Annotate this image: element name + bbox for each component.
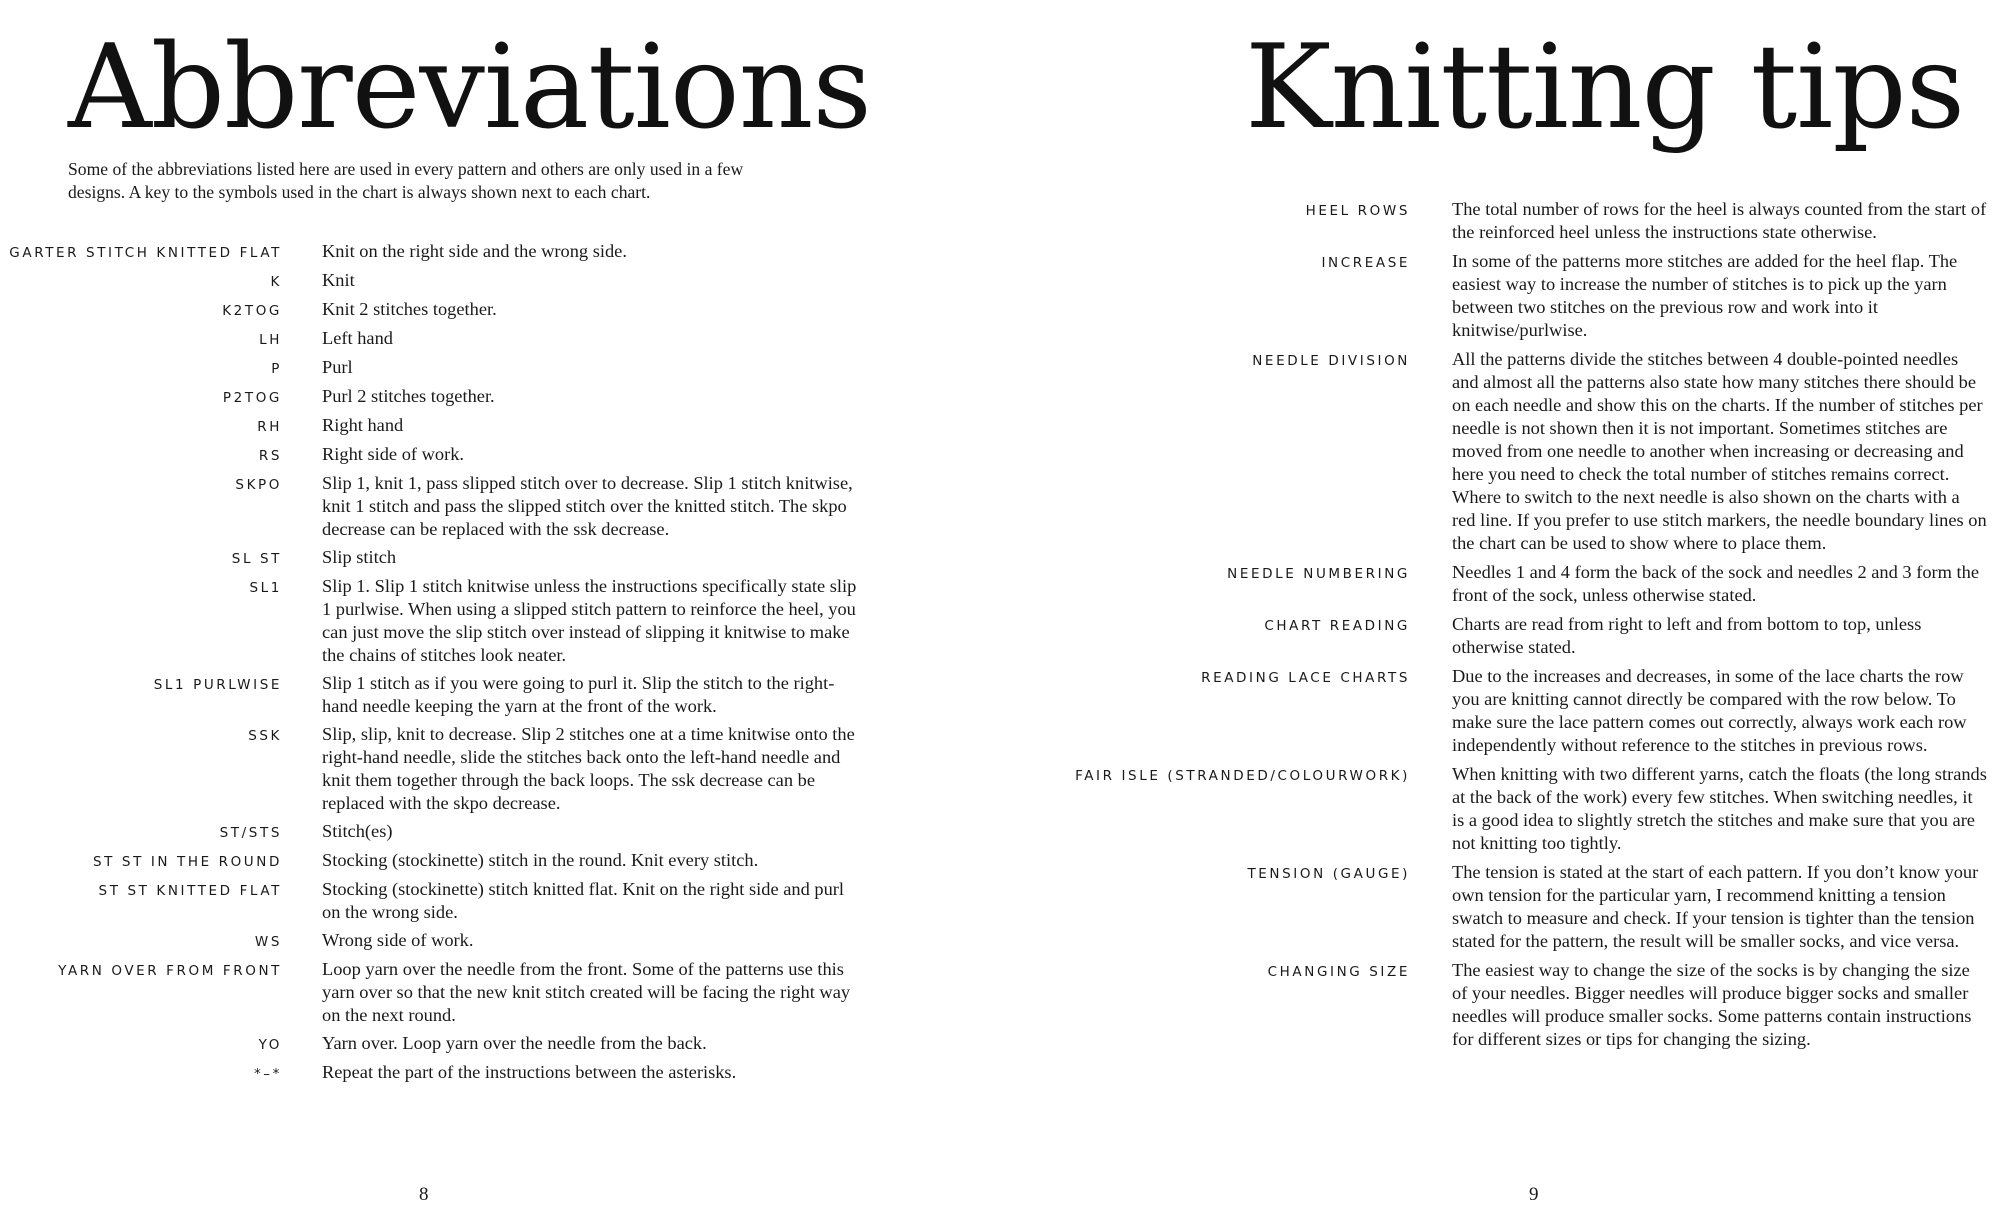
abbreviation-entry <box>0 356 880 380</box>
tip-term: CHANGING SIZE <box>1267 964 1410 980</box>
tip-term: CHART READING <box>1264 618 1410 634</box>
abbreviation-term: K2TOG <box>222 303 282 319</box>
abbreviation-definition: Yarn over. Loop yarn over the needle from the back. <box>322 1033 707 1053</box>
tip-definition: When knitting with two different yarns, catch the floats (the long strands at the back of the work) every few stitches. When switching needles, it is a good idea to slightly stretch the stitches and make sure that you are not knitting too tightly. <box>1452 764 1987 853</box>
tip-definition: The total number of rows for the heel is always counted from the start of the reinforced heel unless the instructions state otherwise. <box>1452 199 1987 242</box>
abbreviation-entry <box>0 849 880 873</box>
abbreviation-entry <box>0 240 880 264</box>
abbreviation-term: GARTER STITCH KNITTED FLAT <box>9 245 282 261</box>
abbreviation-definition: Left hand <box>322 328 393 348</box>
abbreviation-entry <box>0 298 880 322</box>
abbreviation-term: ST ST KNITTED FLAT <box>98 883 282 899</box>
abbreviation-entry <box>0 929 880 953</box>
tip-entry <box>1000 561 1990 607</box>
tip-entry <box>1000 198 1990 244</box>
page-number-left: 8 <box>419 1184 429 1205</box>
abbreviation-entry <box>0 878 880 924</box>
tip-definition: The tension is stated at the start of each pattern. If you don’t know your own tension for the particular yarn, I recommend knitting a tension swatch to measure and check. If your tension is tighter than the tension stated for the pattern, the result will be smaller socks, and vice versa. <box>1452 862 1979 951</box>
abbreviation-entry <box>0 820 880 844</box>
abbreviation-definition: Slip stitch <box>322 547 397 567</box>
abbreviation-entry <box>0 414 880 438</box>
abbreviation-definition: Slip 1. Slip 1 stitch knitwise unless the instructions specifically state slip 1 purlwise. When using a slipped stitch pattern to reinforce the heel, you can just move the slip stitch over instead of slipping it knitwise to make the chains of stitches look neater. <box>322 576 857 665</box>
abbreviation-entry <box>0 575 880 667</box>
abbreviation-term: SSK <box>248 728 282 744</box>
right-page <box>1000 0 2000 1205</box>
abbreviation-definition: Knit <box>322 270 355 290</box>
tip-entry <box>1000 763 1990 855</box>
abbreviation-term: ST/STS <box>219 825 282 841</box>
abbreviation-term: SKPO <box>235 477 282 493</box>
tip-definition: The easiest way to change the size of the socks is by changing the size of your needles. Bigger needles will produce bigger socks and smaller needles will produce smaller socks. Some patterns contain instructions for different sizes or tips for changing the sizing. <box>1452 960 1972 1049</box>
tip-entry <box>1000 250 1990 342</box>
abbreviation-entry <box>0 385 880 409</box>
abbreviation-definition: Repeat the part of the instructions between the asterisks. <box>322 1062 737 1082</box>
abbreviation-term: *–* <box>253 1066 282 1082</box>
abbreviation-definition: Right side of work. <box>322 444 465 464</box>
abbreviation-entry <box>0 443 880 467</box>
abbreviation-term: SL1 <box>249 580 282 596</box>
tip-term: HEEL ROWS <box>1305 203 1410 219</box>
tip-definition: All the patterns divide the stitches between 4 double-pointed needles and almost all the patterns also state how many stitches there should be on each needle and show this on the charts. If the number of stitches per needle is not shown then it is not important. Sometimes stitches are moved from one needle to another when increasing or decreasing and here you need to check the total number of stitches remains correct. Where to switch to the next needle is also shown on the charts with a red line. If you prefer to use stitch markers, the needle boundary lines on the chart can be used to show where to place them. <box>1452 349 1987 553</box>
abbreviation-term: P <box>271 361 282 377</box>
abbreviation-definition: Stocking (stockinette) stitch in the round. Knit every stitch. <box>322 850 759 870</box>
tip-entry <box>1000 665 1990 757</box>
abbreviation-entry <box>0 958 880 1027</box>
abbreviation-definition: Slip 1, knit 1, pass slipped stitch over to decrease. Slip 1 stitch knitwise, knit 1 stitch and pass the slipped stitch over the knitted stitch. The skpo decrease can be replaced with the ssk decrease. <box>322 473 853 539</box>
abbreviation-definition: Slip, slip, knit to decrease. Slip 2 stitches one at a time knitwise onto the right-hand needle, slide the stitches back onto the left-hand needle and knit them together through the back loops. The ssk decrease can be replaced with the skpo decrease. <box>322 724 855 813</box>
page-title-abbreviations: Abbreviations <box>68 20 871 155</box>
abbreviation-definition: Wrong side of work. <box>322 930 474 950</box>
tip-definition: Charts are read from right to left and from bottom to top, unless otherwise stated. <box>1452 614 1922 657</box>
tip-definition: Needles 1 and 4 form the back of the sock and needles 2 and 3 form the front of the sock, unless otherwise stated. <box>1452 562 1980 605</box>
abbreviation-term: K <box>270 274 282 290</box>
tip-definition: In some of the patterns more stitches are added for the heel flap. The easiest way to increase the number of stitches is to pick up the yarn between two stitches on the previous row and work into it knitwise/purlwise. <box>1452 251 1958 340</box>
abbreviation-definition: Stocking (stockinette) stitch knitted flat. Knit on the right side and purl on the wrong side. <box>322 879 844 922</box>
page-title-knitting-tips: Knitting tips <box>1245 20 1965 155</box>
abbreviation-entry <box>0 546 880 570</box>
abbreviation-definition: Slip 1 stitch as if you were going to purl it. Slip the stitch to the right-hand needle keeping the yarn at the front of the work. <box>322 673 835 716</box>
abbreviation-term: SL ST <box>231 551 282 567</box>
abbreviation-entry <box>0 269 880 293</box>
abbreviation-entry <box>0 1061 880 1085</box>
abbreviation-entry <box>0 1032 880 1056</box>
abbreviation-definition: Purl 2 stitches together. <box>322 386 495 406</box>
abbreviation-entry <box>0 327 880 351</box>
abbreviation-term: RH <box>257 419 282 435</box>
intro-paragraph: Some of the abbreviations listed here are used in every pattern and others are only used in a few designs. A key to the symbols used in the chart is always shown next to each chart. <box>68 159 744 202</box>
page-number-right: 9 <box>1529 1184 1539 1205</box>
abbreviation-definition: Knit 2 stitches together. <box>322 299 497 319</box>
tip-entry <box>1000 613 1990 659</box>
tip-entry <box>1000 861 1990 953</box>
abbreviation-term: YARN OVER FROM FRONT <box>58 963 282 979</box>
abbreviation-entry <box>0 472 880 541</box>
knitting-tips-list <box>1000 198 1990 1057</box>
abbreviation-entry <box>0 672 880 718</box>
tip-term: NEEDLE DIVISION <box>1252 353 1410 369</box>
tip-term: FAIR ISLE (STRANDED/COLOURWORK) <box>1075 768 1410 784</box>
abbreviation-term: LH <box>259 332 282 348</box>
tip-definition: Due to the increases and decreases, in some of the lace charts the row you are knitting cannot directly be compared with the row below. To make sure the lace pattern comes out correctly, always work each row independently without reference to the stitches in previous rows. <box>1452 666 1967 755</box>
abbreviation-definition: Knit on the right side and the wrong side. <box>322 241 627 261</box>
abbreviation-term: SL1 PURLWISE <box>153 677 282 693</box>
abbreviations-list <box>0 240 880 1090</box>
abbreviation-entry <box>0 723 880 815</box>
abbreviation-term: WS <box>254 934 282 950</box>
abbreviation-term: YO <box>258 1037 282 1053</box>
abbreviation-term: RS <box>258 448 282 464</box>
tip-term: READING LACE CHARTS <box>1201 670 1410 686</box>
tip-term: TENSION (GAUGE) <box>1247 866 1410 882</box>
abbreviation-definition: Stitch(es) <box>322 821 393 841</box>
abbreviation-definition: Right hand <box>322 415 404 435</box>
tip-term: INCREASE <box>1321 255 1410 271</box>
tip-entry <box>1000 348 1990 555</box>
abbreviation-term: P2TOG <box>222 390 282 406</box>
abbreviation-definition: Purl <box>322 357 353 377</box>
tip-entry <box>1000 959 1990 1051</box>
abbreviation-definition: Loop yarn over the needle from the front. Some of the patterns use this yarn over so that the new knit stitch created will be facing the right way on the next round. <box>322 959 851 1025</box>
tip-term: NEEDLE NUMBERING <box>1227 566 1410 582</box>
abbreviation-term: ST ST IN THE ROUND <box>93 854 282 870</box>
